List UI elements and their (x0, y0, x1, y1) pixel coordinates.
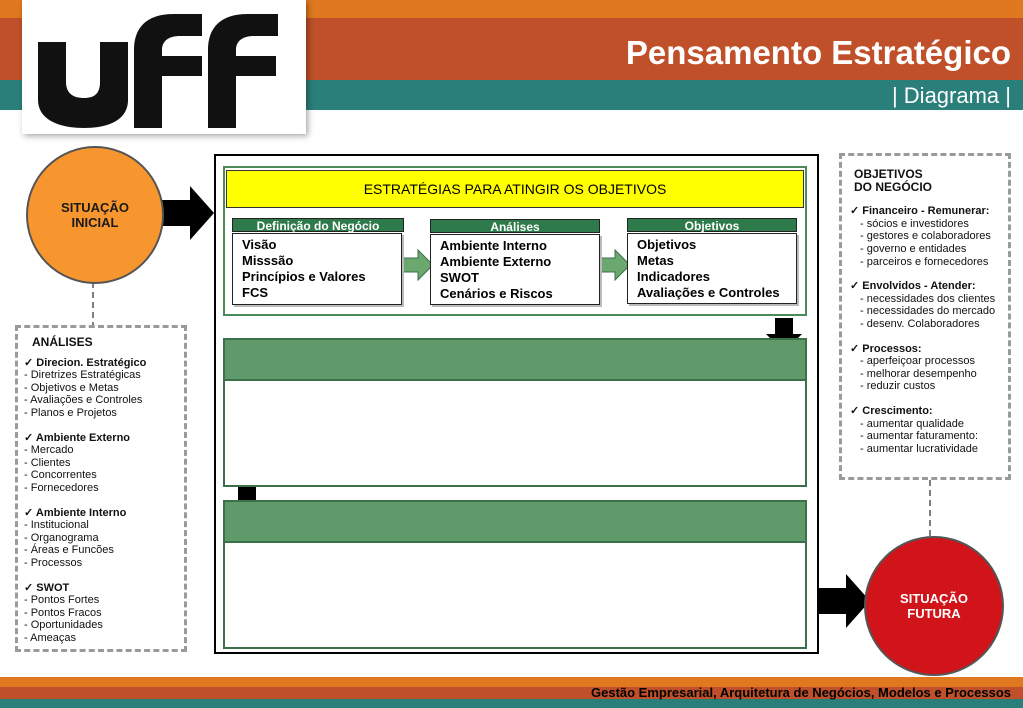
list-item: Misssão (242, 253, 294, 268)
footer-text: Gestão Empresarial, Arquitetura de Negócios, Modelos e Processos (591, 685, 1011, 700)
list-item: Princípios e Valores (242, 269, 366, 284)
list-item: Avaliações e Controles (637, 285, 780, 300)
list-item: - Concorrentes (24, 469, 97, 482)
analises-group (24, 507, 178, 570)
check-icon: ✓ (24, 431, 34, 444)
end-node-line2: FUTURA (907, 606, 961, 621)
page-title: Pensamento Estratégico (625, 34, 1011, 71)
list-item: - necessidades dos clientes (860, 292, 996, 305)
check-icon: ✓ (850, 205, 860, 218)
column-box-analises (430, 234, 600, 305)
column-box-definicao (232, 233, 402, 305)
middle-green-bar (223, 338, 807, 381)
list-item: - Avaliações e Controles (24, 394, 143, 407)
group-title: Direcion. Estratégico (36, 356, 147, 369)
list-item: - Pontos Fortes (24, 594, 100, 607)
group-title: Crescimento: (862, 404, 933, 417)
analises-group (24, 357, 178, 420)
analises-group (24, 582, 178, 645)
analises-group (24, 432, 178, 495)
arrow-main-to-end (818, 574, 870, 628)
list-item: - Institucional (24, 519, 89, 532)
list-item: - Pontos Fracos (24, 606, 102, 619)
check-icon: ✓ (850, 404, 860, 417)
check-icon: ✓ (24, 581, 34, 594)
group-title: Ambiente Interno (35, 506, 127, 519)
check-icon: ✓ (24, 506, 34, 519)
list-item: - sócios e investidores (860, 217, 969, 230)
column-title-objetivos: Objetivos (627, 218, 797, 232)
group-title: Processos: (862, 342, 922, 355)
column-title-definicao: Definição do Negócio (232, 218, 404, 232)
list-item: - governo e entidades (860, 242, 967, 255)
list-item: SWOT (440, 270, 479, 285)
list-item: Metas (637, 253, 674, 268)
objetivos-title-line2: DO NEGÓCIO (854, 179, 933, 194)
analises-title: ANÁLISES (32, 335, 93, 349)
objetivos-title-line1: OBJETIVOS (854, 167, 923, 181)
list-item: - reduzir custos (860, 380, 936, 393)
group-title: Envolvidos - Atender: (862, 280, 976, 293)
objetivos-group (850, 280, 1000, 330)
middle-body (223, 381, 807, 487)
list-item: - Processos (24, 556, 83, 569)
end-node (864, 536, 1004, 676)
group-title: Ambiente Externo (35, 431, 131, 444)
column-title-analises: Análises (430, 219, 600, 233)
list-item: - Ameaças (24, 631, 76, 644)
list-item: - Planos e Projetos (24, 406, 117, 419)
strategy-heading: ESTRATÉGIAS PARA ATINGIR OS OBJETIVOS (226, 170, 804, 208)
footer-band-teal (0, 699, 1023, 708)
check-icon: ✓ (850, 342, 860, 355)
lower-body (223, 543, 807, 649)
objetivos-group (850, 343, 1000, 393)
list-item: - aumentar faturamento: (860, 430, 979, 443)
list-item: Ambiente Externo (440, 254, 552, 269)
check-icon: ✓ (850, 280, 860, 293)
list-item: Visão (242, 237, 277, 252)
objetivos-group (850, 405, 1000, 455)
list-item: - aperfeiçoar processos (860, 355, 975, 368)
list-item: - necessidades do mercado (860, 305, 996, 318)
list-item: - Fornecedores (24, 481, 99, 494)
list-item: - Mercado (24, 444, 74, 457)
column-box-objetivos (627, 233, 797, 304)
list-item: Cenários e Riscos (440, 286, 553, 301)
list-item: - Objetivos e Metas (24, 381, 119, 394)
list-item: Ambiente Interno (440, 238, 547, 253)
list-item: FCS (242, 285, 268, 300)
list-item: Objetivos (637, 237, 697, 252)
list-item: - aumentar qualidade (860, 417, 964, 430)
group-title: SWOT (36, 581, 70, 594)
list-item: - desenv. Colaboradores (860, 317, 980, 330)
list-item: - Clientes (24, 456, 71, 469)
list-item: - gestores e colaboradores (860, 230, 991, 243)
start-node-line2: INICIAL (71, 215, 119, 230)
list-item: - Áreas e Funcões (24, 544, 114, 557)
list-item: - Diretrizes Estratégicas (24, 369, 141, 382)
arrow-start-to-main (162, 186, 214, 240)
list-item: Indicadores (637, 269, 710, 284)
objetivos-panel (839, 153, 1011, 480)
start-node-line1: SITUAÇÃO (61, 200, 129, 215)
list-item: - Organograma (24, 531, 99, 544)
check-icon: ✓ (24, 356, 34, 369)
group-title: Financeiro - Remunerar: (862, 205, 990, 218)
list-item: - melhorar desempenho (860, 367, 977, 380)
end-node-line1: SITUAÇÃO (900, 591, 968, 606)
page-subtitle: | Diagrama | (891, 83, 1011, 108)
list-item: - parceiros e fornecedores (860, 255, 989, 268)
lower-green-bar (223, 500, 807, 543)
start-node (26, 146, 164, 284)
list-item: - aumentar lucratividade (860, 442, 979, 455)
analises-panel (15, 325, 187, 652)
objetivos-group (850, 205, 1000, 268)
list-item: - Oportunidades (24, 619, 103, 632)
